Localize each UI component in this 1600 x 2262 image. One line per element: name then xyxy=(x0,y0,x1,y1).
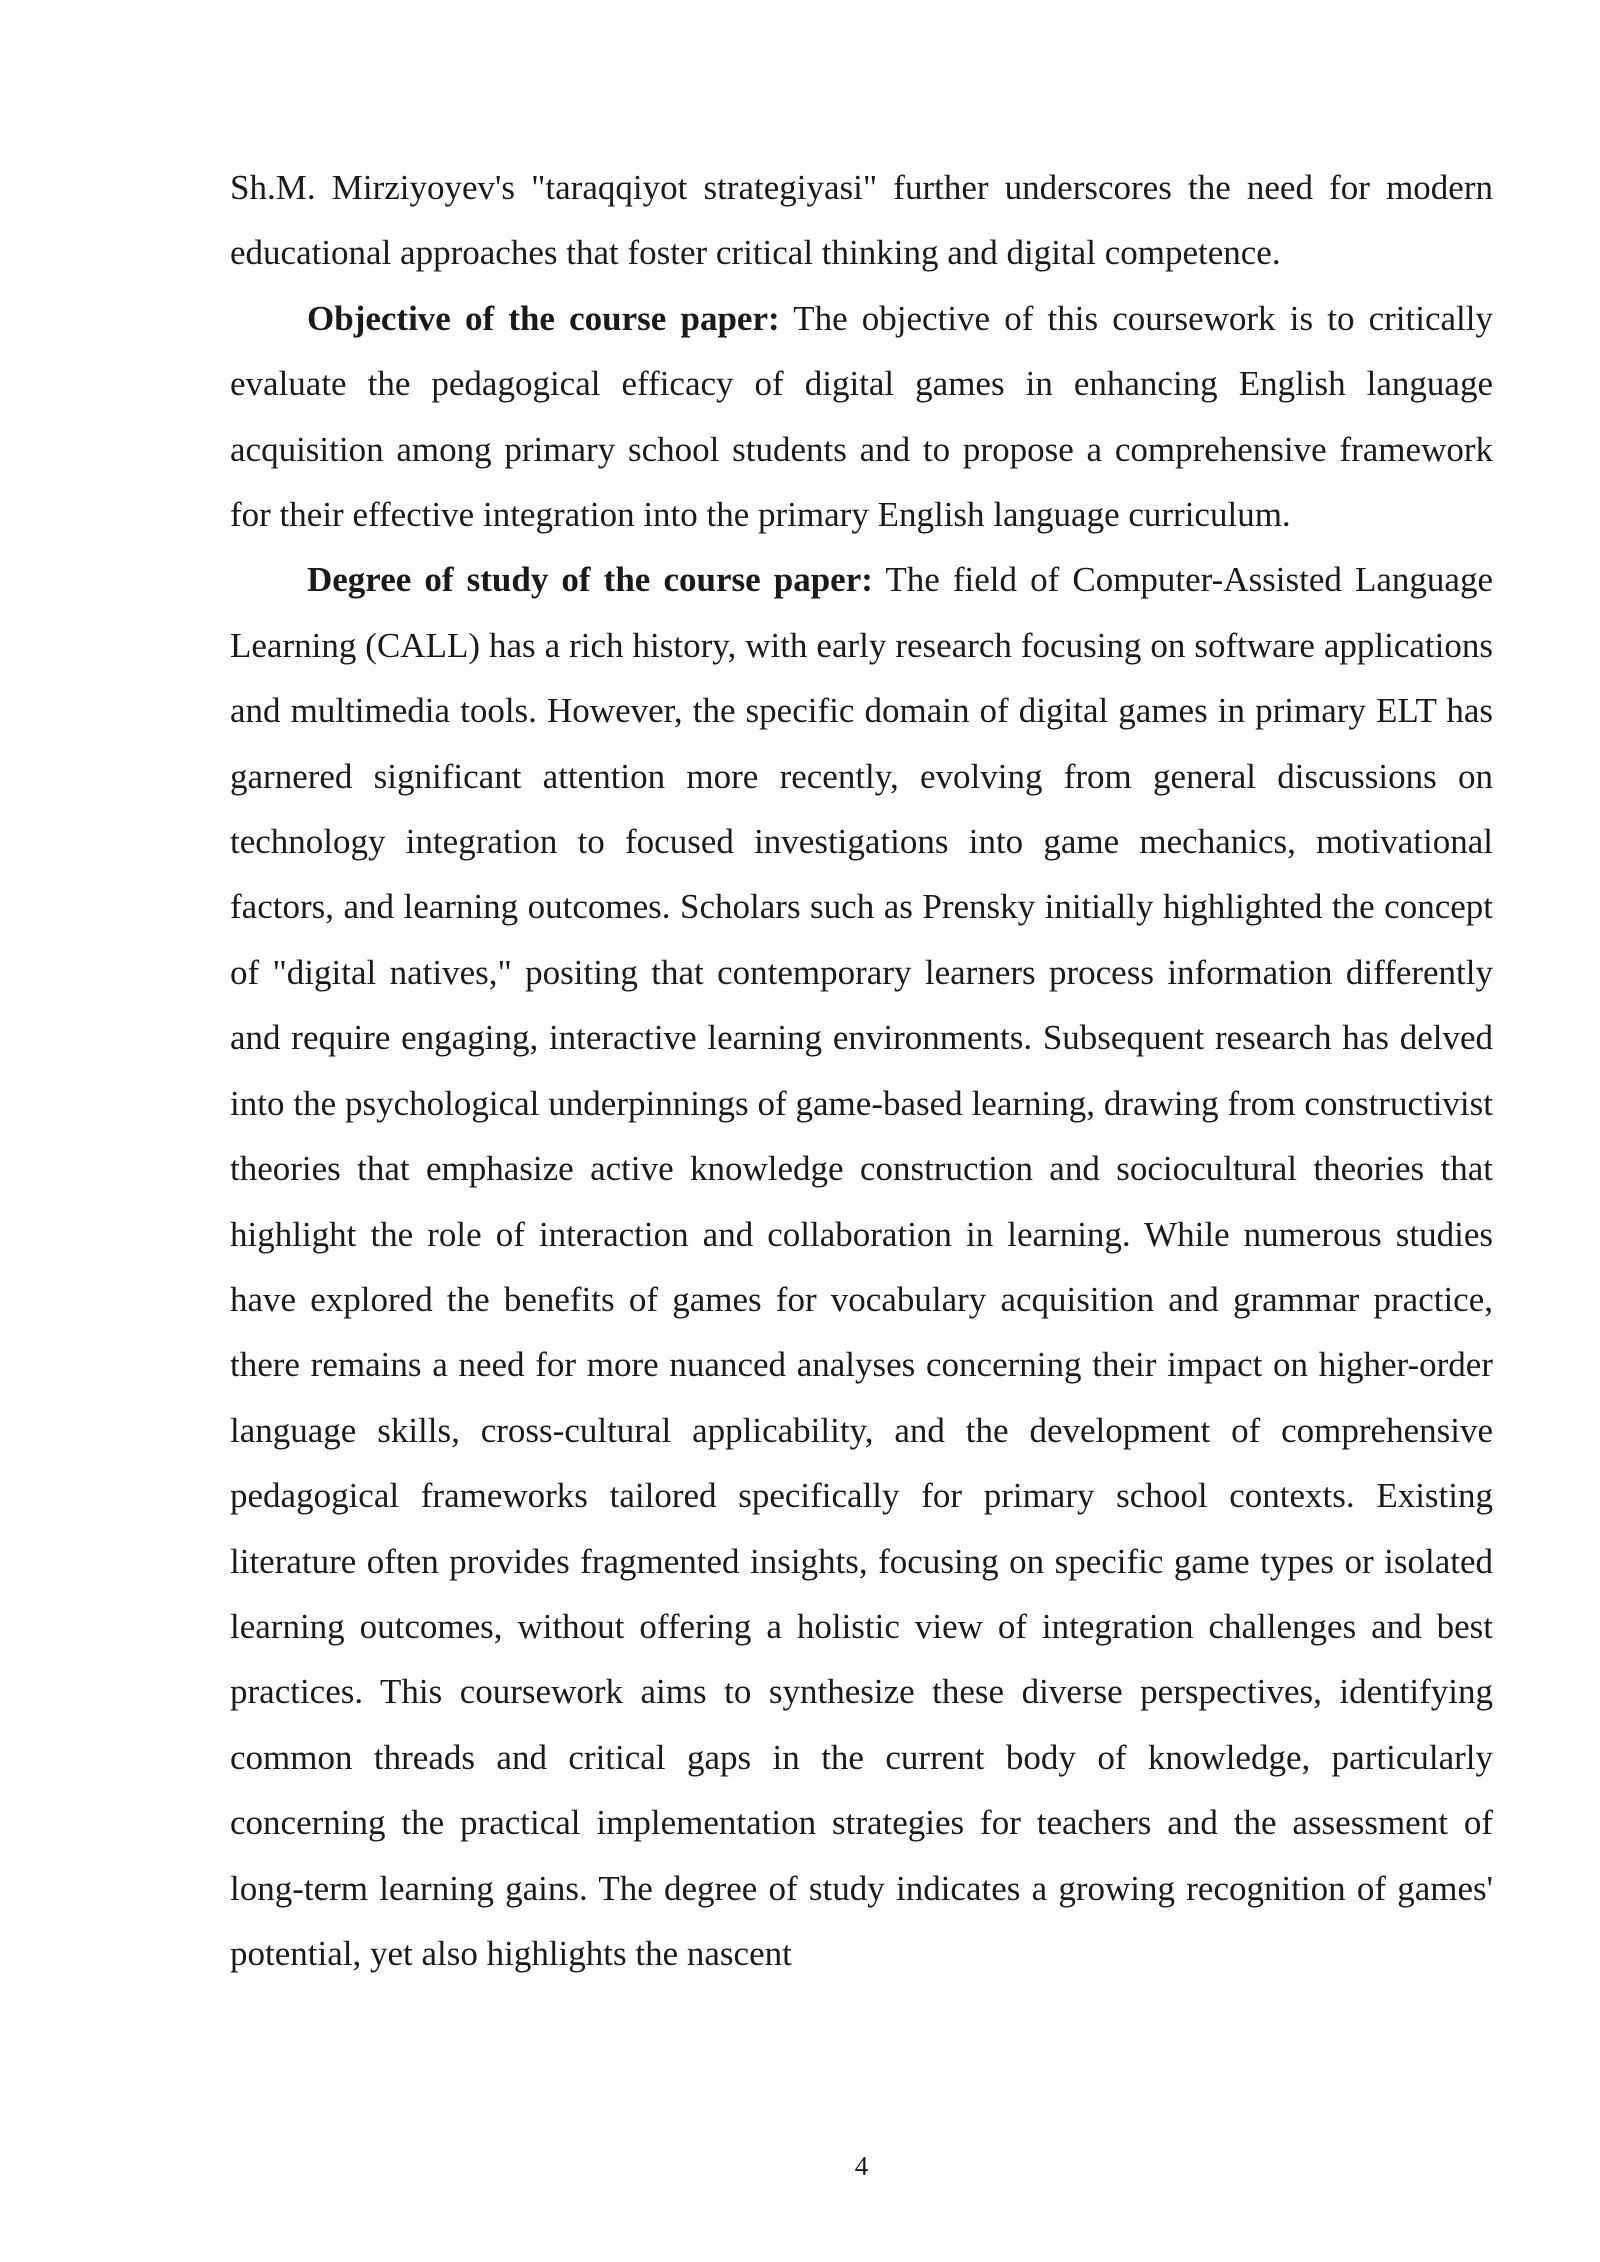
degree-of-study-heading: Degree of study of the course paper: xyxy=(307,560,873,600)
paragraph-objective xyxy=(230,286,1493,548)
paragraph-intro-text: Sh.M. Mirziyoyev's "taraqqiyot strategiyasi" further underscores the need for modern educational approaches that foster critical thinking and digital competence. xyxy=(230,168,1493,273)
objective-text: The objective of this coursework is to critically evaluate the pedagogical efficacy of digital games in enhancing English language acquisition among primary school students and to propose a comprehensive framework for their effective integration into the primary English language curriculum. xyxy=(230,298,1493,535)
degree-of-study-text: The field of Computer-Assisted Language Learning (CALL) has a rich history, with early research focusing on software applications and multimedia tools. However, the specific domain of digital games in primary ELT has garnered significant attention more recently, evolving from general discussions on technology integration to focused investigations into game mechanics, motivational factors, and learning outcomes. Scholars such as Prensky initially highlighted the concept of "digital natives," positing that contemporary learners process information differently and require engaging, interactive learning environments. Subsequent research has delved into the psychological underpinnings of game-based learning, drawing from constructivist theories that emphasize active knowledge construction and sociocultural theories that highlight the role of interaction and collaboration in learning. While numerous studies have explored the benefits of games for vocabulary acquisition and grammar practice, there remains a need for more nuanced analyses concerning their impact on higher-order language skills, cross-cultural applicability, and the development of comprehensive pedagogical frameworks tailored specifically for primary school contexts. Existing literature often provides fragmented insights, focusing on specific game types or isolated learning outcomes, without offering a holistic view of integration challenges and best practices. This coursework aims to synthesize these diverse perspectives, identifying common threads and critical gaps in the current body of knowledge, particularly concerning the practical implementation strategies for teachers and the assessment of long-term learning gains. The degree of study indicates a growing recognition of games' potential, yet also highlights the nascent xyxy=(230,560,1493,1973)
paragraph-intro xyxy=(230,155,1493,286)
paragraph-degree-of-study xyxy=(230,547,1493,1986)
page-number: 4 xyxy=(854,2151,869,2181)
document-page xyxy=(230,155,1493,1986)
objective-heading: Objective of the course paper: xyxy=(307,298,780,338)
